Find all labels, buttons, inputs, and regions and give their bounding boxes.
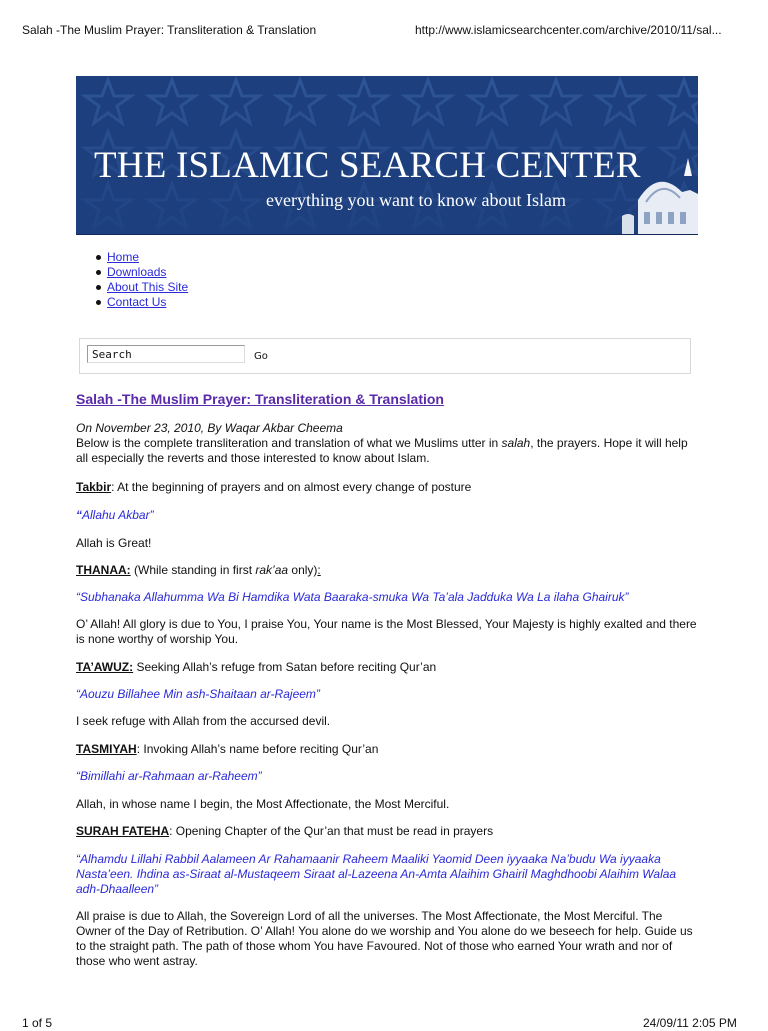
taawwuz-arabic: “Aouzu Billahee Min ash-Shaitaan ar-Rajeem”	[76, 687, 320, 701]
nav-link-downloads[interactable]: Downloads	[107, 265, 167, 279]
intro-text-1: Below is the complete transliteration and translation of what we Muslims utter in	[76, 436, 502, 450]
main-nav	[92, 250, 188, 310]
banner-tagline: everything you want to know about Islam	[266, 190, 566, 210]
taawwuz-translation: I seek refuge with Allah from the accursed devil.	[76, 714, 331, 728]
article-title-link[interactable]: Salah -The Muslim Prayer: Transliteration & Translation	[76, 391, 444, 407]
takbir-label: Takbir	[76, 480, 112, 494]
fateha-heading	[76, 824, 698, 839]
go-button[interactable]: Go	[254, 351, 268, 362]
nav-link-about[interactable]: About This Site	[107, 280, 189, 294]
search-form	[79, 338, 691, 374]
nav-link-contact[interactable]: Contact Us	[107, 295, 167, 309]
print-header	[0, 23, 768, 39]
nav-link-home[interactable]: Home	[107, 250, 140, 264]
print-timestamp: 24/09/11 2:05 PM	[643, 1016, 737, 1030]
fateha-desc: : Opening Chapter of the Qur’an that must be read in prayers	[169, 824, 494, 838]
taawwuz-desc: Seeking Allah’s refuge from Satan before reciting Qur’an	[133, 660, 437, 674]
intro-emphasis: salah	[501, 436, 531, 450]
thanaa-translation: O’ Allah! All glory is due to You, I praise You, Your name is the Most Blessed, Your Majesty is highly exalted and there is none worthy of worship You.	[76, 617, 697, 646]
taawwuz-label: TA’AWUZ:	[76, 660, 134, 674]
nav-item-home	[92, 250, 188, 265]
takbir-arabic-text: Allahu Akbar”	[82, 508, 154, 522]
print-header-title: Salah -The Muslim Prayer: Transliteration & Translation	[22, 23, 317, 37]
site-banner[interactable]	[76, 76, 698, 235]
fateha-label: SURAH FATEHA	[76, 824, 170, 838]
tasmiyah-desc: : Invoking Allah’s name before reciting Qur’an	[136, 742, 379, 756]
takbir-desc: : At the beginning of prayers and on almost every change of posture	[111, 480, 472, 494]
print-header-url: http://www.islamicsearchcenter.com/archive/2010/11/sal...	[415, 23, 722, 37]
article-byline: On November 23, 2010, By Waqar Akbar Cheema	[76, 421, 343, 435]
taawwuz-heading	[76, 660, 698, 675]
thanaa-label: THANAA:	[76, 563, 131, 577]
takbir-open-quote: “	[76, 508, 82, 522]
nav-item-downloads	[92, 265, 188, 280]
mosque-dome-icon	[618, 154, 698, 234]
tasmiyah-heading	[76, 742, 698, 757]
search-input[interactable]	[87, 345, 245, 363]
bullet-icon	[96, 255, 101, 260]
thanaa-desc-1: (While standing in first	[130, 563, 256, 577]
article-intro	[76, 436, 698, 466]
tasmiyah-arabic: “Bimillahi ar-Rahmaan ar-Raheem”	[76, 769, 262, 783]
thanaa-arabic: “Subhanaka Allahumma Wa Bi Hamdika Wata Baaraka-smuka Wa Ta’ala Jadduka Wa La ilaha Ghairuk”	[76, 590, 629, 604]
bullet-icon	[96, 285, 101, 290]
tasmiyah-label: TASMIYAH	[76, 742, 137, 756]
nav-item-contact	[92, 295, 188, 310]
fateha-arabic: “Alhamdu Lillahi Rabbil Aalameen Ar Rahamaanir Raheem Maaliki Yaomid Deen iyyaaka Na’budu Wa iyyaaka Nasta’een. Ihdina as-Siraat al-Mustaqeem Siraat al-Lazeena An-Amta Alaihim Ghairil Maghdhoobi Alaihim Walaa adh-Dhaalleen”	[76, 852, 677, 896]
thanaa-heading	[76, 563, 698, 578]
takbir-translation: Allah is Great!	[76, 536, 152, 550]
page-counter: 1 of 5	[22, 1016, 53, 1030]
thanaa-desc-2: only)	[288, 563, 318, 577]
bullet-icon	[96, 300, 101, 305]
banner-title: THE ISLAMIC SEARCH CENTER	[94, 145, 641, 186]
takbir-heading	[76, 480, 698, 495]
tasmiyah-translation: Allah, in whose name I begin, the Most Affectionate, the Most Merciful.	[76, 797, 450, 811]
intro-text-2: , the prayers. Hope it will help all especially the reverts and those interested to know about Islam.	[76, 436, 688, 465]
fateha-translation: All praise is due to Allah, the Sovereign Lord of all the universes. The Most Affectionate, the Most Merciful. The Owner of the Day of Retribution. O’ Allah! You alone do we worship and You alone do we beseech for help. Guide us to the straight path. The path of those whom You have Favoured. Not of those who earned Your wrath and nor of those who went astray.	[76, 909, 693, 968]
thanaa-desc-em: rak’aa	[255, 563, 289, 577]
takbir-arabic	[76, 508, 698, 523]
thanaa-colon: :	[317, 563, 321, 577]
bullet-icon	[96, 270, 101, 275]
nav-item-about	[92, 280, 188, 295]
